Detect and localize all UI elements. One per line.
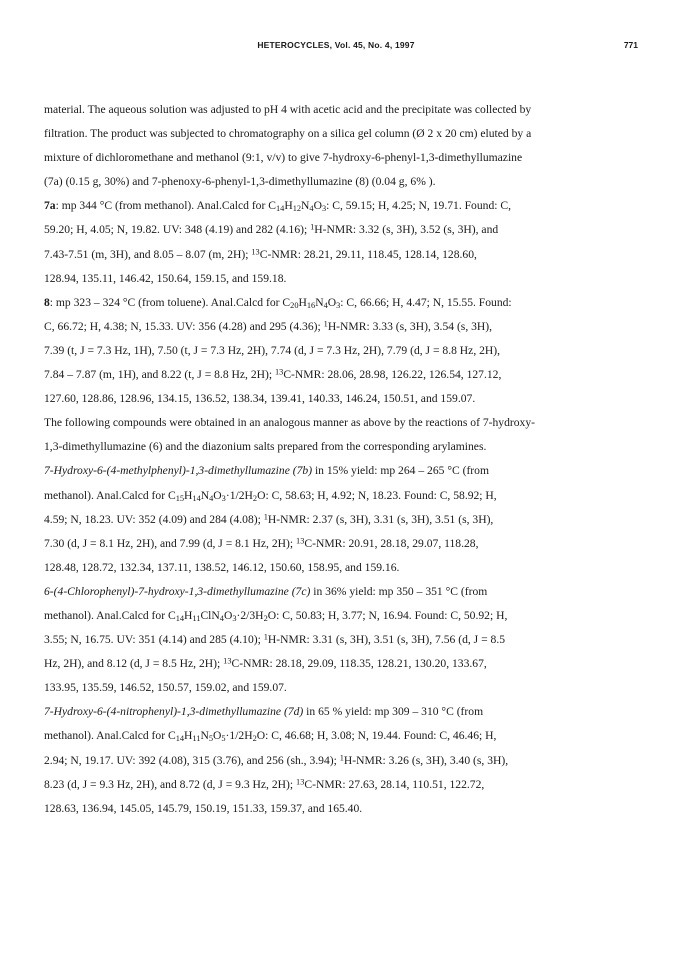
text-line [44, 98, 624, 122]
compound-name: 7-Hydroxy-6-(4-methylphenyl)-1,3-dimethyllumazine (7b) [44, 464, 313, 478]
line-content [44, 700, 483, 724]
formula-subscript: 14 [175, 734, 185, 744]
text-fragment: : C, 50.83; H, 3.77; N, 16.94. Found: C, 50.92; H, [276, 608, 508, 622]
line-content [44, 652, 487, 676]
text-line [44, 435, 624, 459]
compound-label: 8 [44, 295, 50, 309]
nmr-superscript: 1 [323, 319, 328, 329]
text-fragment: : mp 323 – 324 °C (from toluene). Anal.Calcd for C [49, 295, 291, 309]
formula-symbol: O [267, 608, 277, 622]
text-fragment: : C, 58.63; H, 4.92; N, 18.23. Found: C, 58.92; H, [265, 488, 497, 502]
formula-subscript: 14 [175, 614, 185, 624]
formula-symbol: ·1/2H [225, 488, 253, 502]
word: filtration. The product was subjected to chromatography on a silica gel column (Ø 2 x 20 cm) eluted by a [44, 127, 532, 141]
compound-7b-line [44, 459, 624, 483]
text-fragment: methanol). Anal.Calcd for C [44, 608, 176, 622]
text-fragment: The following compounds were obtained in an analogous manner as above by the reactions of 7-hydroxy- [44, 416, 535, 430]
text-line [44, 387, 624, 411]
nmr-superscript: 13 [223, 656, 232, 666]
word: mixture of dichloromethane and methanol (9:1, v/v) to give 7-hydroxy-6-phenyl-1,3-dimethyllumazine [44, 151, 523, 165]
formula-subscript: 11 [192, 614, 201, 624]
formula-symbol: H [284, 199, 293, 213]
text-line [44, 411, 624, 435]
formula-subscript: 14 [192, 493, 201, 503]
formula-subscript: 16 [306, 300, 316, 310]
formula-subscript: 4 [209, 493, 214, 503]
nmr-superscript: 13 [296, 535, 305, 545]
compound-8-line [44, 291, 624, 315]
text-fragment: 1,3-dimethyllumazine (6) and the diazonium salts prepared from the corresponding arylamines. [44, 440, 487, 454]
compound-line-content [44, 291, 512, 315]
text-fragment: 127.60, 128.86, 128.96, 134.15, 136.52, 138.34, 139.41, 140.33, 146.24, 150.51, and 159.07. [44, 392, 476, 406]
article-body [44, 98, 624, 821]
text-fragment: methanol). Anal.Calcd for C [44, 729, 176, 743]
formula-symbol: O [223, 608, 233, 622]
formula-symbol: ·1/2H [225, 729, 253, 743]
text-fragment: 7.39 (t, J = 7.3 Hz, 1H), 7.50 (t, J = 7.3 Hz, 2H), 7.74 (d, J = 7.3 Hz, 2H), 7.79 (d, J = 8.8 Hz, 2H), [44, 343, 501, 357]
formula-subscript: 4 [309, 204, 314, 214]
text-fragment: methanol). Anal.Calcd for C [44, 488, 176, 502]
text-fragment: in 36% yield: mp 350 – 351 °C (from [310, 584, 488, 598]
formula-symbol: ·2/3H [236, 608, 264, 622]
text-fragment: C-NMR: 20.91, 28.18, 29.07, 118.28, [304, 536, 479, 550]
formula-subscript: 14 [275, 204, 285, 214]
formula-symbol: N [301, 199, 310, 213]
formula-symbol: N [200, 729, 209, 743]
line-content [44, 628, 505, 652]
text-fragment: 128.48, 128.72, 132.34, 137.11, 138.52, 146.12, 150.60, 158.95, and 159.16. [44, 560, 400, 574]
formula-subscript: 4 [219, 614, 224, 624]
formula-subscript: 20 [290, 300, 299, 310]
line-content [44, 532, 479, 556]
line-content [44, 363, 501, 387]
text-line [44, 797, 624, 821]
text-fragment: H-NMR: 3.32 (s, 3H), 3.52 (s, 3H), and [314, 223, 499, 237]
text-fragment: C-NMR: 27.63, 28.14, 110.51, 122.72, [304, 777, 485, 791]
text-line [44, 146, 624, 170]
formula-symbol: N [200, 488, 210, 502]
formula-subscript: 2 [263, 614, 268, 624]
compound-name: 6-(4-Chlorophenyl)-7-hydroxy-1,3-dimethyllumazine (7c) [44, 584, 311, 598]
text-line [44, 676, 624, 700]
text-line [44, 652, 624, 676]
formula-subscript: 3 [232, 614, 237, 624]
line-content [44, 484, 497, 508]
line-content [44, 459, 489, 483]
text-fragment: 7.43-7.51 (m, 3H), and 8.05 – 8.07 (m, 2H); [44, 247, 252, 261]
nmr-superscript: 13 [251, 246, 260, 256]
text-line [44, 724, 624, 748]
compound-7a-line [44, 194, 624, 218]
journal-citation: HETEROCYCLES, Vol. 45, No. 4, 1997 [257, 40, 415, 50]
formula-subscript: 2 [252, 493, 258, 503]
nmr-superscript: 13 [274, 367, 284, 377]
compound-line-content [44, 194, 511, 218]
text-line [44, 363, 624, 387]
text-fragment: : mp 344 °C (from methanol). Anal.Calcd for C [55, 199, 276, 213]
formula-subscript: 12 [292, 204, 302, 214]
formula-symbol: O [327, 295, 337, 309]
text-fragment: C-NMR: 28.06, 28.98, 126.22, 126.54, 127.12, [283, 368, 502, 382]
formula-symbol: H [184, 729, 193, 743]
text-line [44, 749, 624, 773]
compound-name: 7-Hydroxy-6-(4-nitrophenyl)-1,3-dimethyllumazine (7d) [44, 705, 304, 719]
text-line [44, 122, 624, 146]
formula-symbol: O [313, 199, 322, 213]
text-fragment: 8.23 (d, J = 9.3 Hz, 2H), and 8.72 (d, J = 9.3 Hz, 2H); [44, 777, 297, 791]
text-fragment: 4.59; N, 18.23. UV: 352 (4.09) and 284 (4.08); [44, 512, 264, 526]
text-fragment: : C, 66.66; H, 4.47; N, 15.55. Found: [340, 295, 512, 309]
text-fragment: H-NMR: 2.37 (s, 3H), 3.31 (s, 3H), 3.51 (s, 3H), [267, 512, 494, 526]
text-fragment: 59.20; H, 4.05; N, 19.82. UV: 348 (4.19) and 282 (4.16); [44, 223, 311, 237]
formula-subscript: 3 [336, 300, 341, 310]
text-line [44, 532, 624, 556]
line-content [44, 604, 507, 628]
text-fragment: C-NMR: 28.21, 29.11, 118.45, 128.14, 128.60, [259, 247, 477, 261]
formula-subscript: 3 [221, 493, 226, 503]
text-fragment: H-NMR: 3.31 (s, 3H), 3.51 (s, 3H), 7.56 (d, J = 8.5 [267, 633, 506, 647]
line-content [44, 508, 493, 532]
text-line [44, 218, 624, 242]
formula-symbol: O [213, 729, 222, 743]
nmr-superscript: 1 [339, 752, 344, 762]
line-content [44, 773, 484, 797]
line-content [44, 315, 492, 339]
formula-symbol: H [184, 488, 193, 502]
text-line [44, 773, 624, 797]
text-line [44, 628, 624, 652]
formula-symbol: O [213, 488, 222, 502]
text-fragment: 7.30 (d, J = 8.1 Hz, 2H), and 7.99 (d, J = 8.1 Hz, 2H); [44, 536, 297, 550]
nmr-superscript: 1 [263, 511, 268, 521]
running-header [44, 40, 638, 56]
text-line [44, 604, 624, 628]
text-line [44, 243, 624, 267]
formula-symbol: O [256, 729, 266, 743]
text-fragment: in 15% yield: mp 264 – 265 °C (from [312, 464, 489, 478]
formula-symbol: ClN [200, 608, 220, 622]
formula-symbol: O [257, 488, 266, 502]
compound-label: 7a [44, 199, 56, 213]
text-fragment: : C, 46.68; H, 3.08; N, 19.44. Found: C, 46.46; H, [265, 729, 497, 743]
nmr-superscript: 13 [296, 776, 305, 786]
compound-7c-line [44, 580, 624, 604]
formula-symbol: H [184, 608, 193, 622]
text-line [44, 508, 624, 532]
text-fragment: 128.94, 135.11, 146.42, 150.64, 159.15, and 159.18. [44, 271, 287, 285]
text-line [44, 170, 624, 194]
line-content [44, 218, 498, 242]
formula-subscript: 11 [192, 734, 201, 744]
text-line [44, 484, 624, 508]
word: (7a) (0.15 g, 30%) and 7-phenoxy-6-phenyl-1,3-dimethyllumazine (8) (0.04 g, 6% ). [44, 175, 436, 189]
compound-7d-line [44, 700, 624, 724]
text-line [44, 339, 624, 363]
nmr-superscript: 1 [310, 222, 315, 232]
text-fragment: 128.63, 136.94, 145.05, 145.79, 150.19, 151.33, 159.37, and 165.40. [44, 801, 363, 815]
nmr-superscript: 1 [263, 632, 268, 642]
formula-symbol: N [315, 295, 324, 309]
formula-subscript: 15 [175, 493, 185, 503]
text-fragment: : C, 59.15; H, 4.25; N, 19.71. Found: C, [326, 199, 511, 213]
formula-subscript: 5 [208, 734, 213, 744]
word: material. The aqueous solution was adjusted to pH 4 with acetic acid and the precipitate was collected by [44, 103, 532, 116]
line-content [44, 243, 477, 267]
text-line [44, 315, 624, 339]
text-fragment: H-NMR: 3.26 (s, 3H), 3.40 (s, 3H), [343, 753, 509, 767]
formula-subscript: 5 [221, 734, 226, 744]
text-fragment: C-NMR: 28.18, 29.09, 118.35, 128.21, 130.20, 133.67, [231, 657, 487, 671]
page-number: 771 [623, 40, 638, 50]
text-fragment: 3.55; N, 16.75. UV: 351 (4.14) and 285 (4.10); [44, 633, 264, 647]
line-content [44, 749, 508, 773]
line-content [44, 580, 487, 604]
formula-subscript: 3 [321, 204, 327, 214]
text-fragment: 133.95, 135.59, 146.52, 150.57, 159.02, and 159.07. [44, 681, 287, 695]
formula-subscript: 2 [252, 734, 257, 744]
text-fragment: in 65 % yield: mp 309 – 310 °C (from [303, 705, 484, 719]
text-fragment: C, 66.72; H, 4.38; N, 15.33. UV: 356 (4.28) and 295 (4.36); [44, 319, 324, 333]
text-fragment: 2.94; N, 19.17. UV: 392 (4.08), 315 (3.76), and 256 (sh., 3.94); [44, 753, 340, 767]
formula-subscript: 4 [323, 300, 328, 310]
line-content [44, 724, 496, 748]
text-fragment: Hz, 2H), and 8.12 (d, J = 8.5 Hz, 2H); [44, 657, 224, 671]
text-line [44, 556, 624, 580]
text-fragment: H-NMR: 3.33 (s, 3H), 3.54 (s, 3H), [327, 319, 493, 333]
text-fragment: 7.84 – 7.87 (m, 1H), and 8.22 (t, J = 8.8 Hz, 2H); [44, 368, 275, 382]
formula-symbol: H [298, 295, 307, 309]
text-line [44, 267, 624, 291]
